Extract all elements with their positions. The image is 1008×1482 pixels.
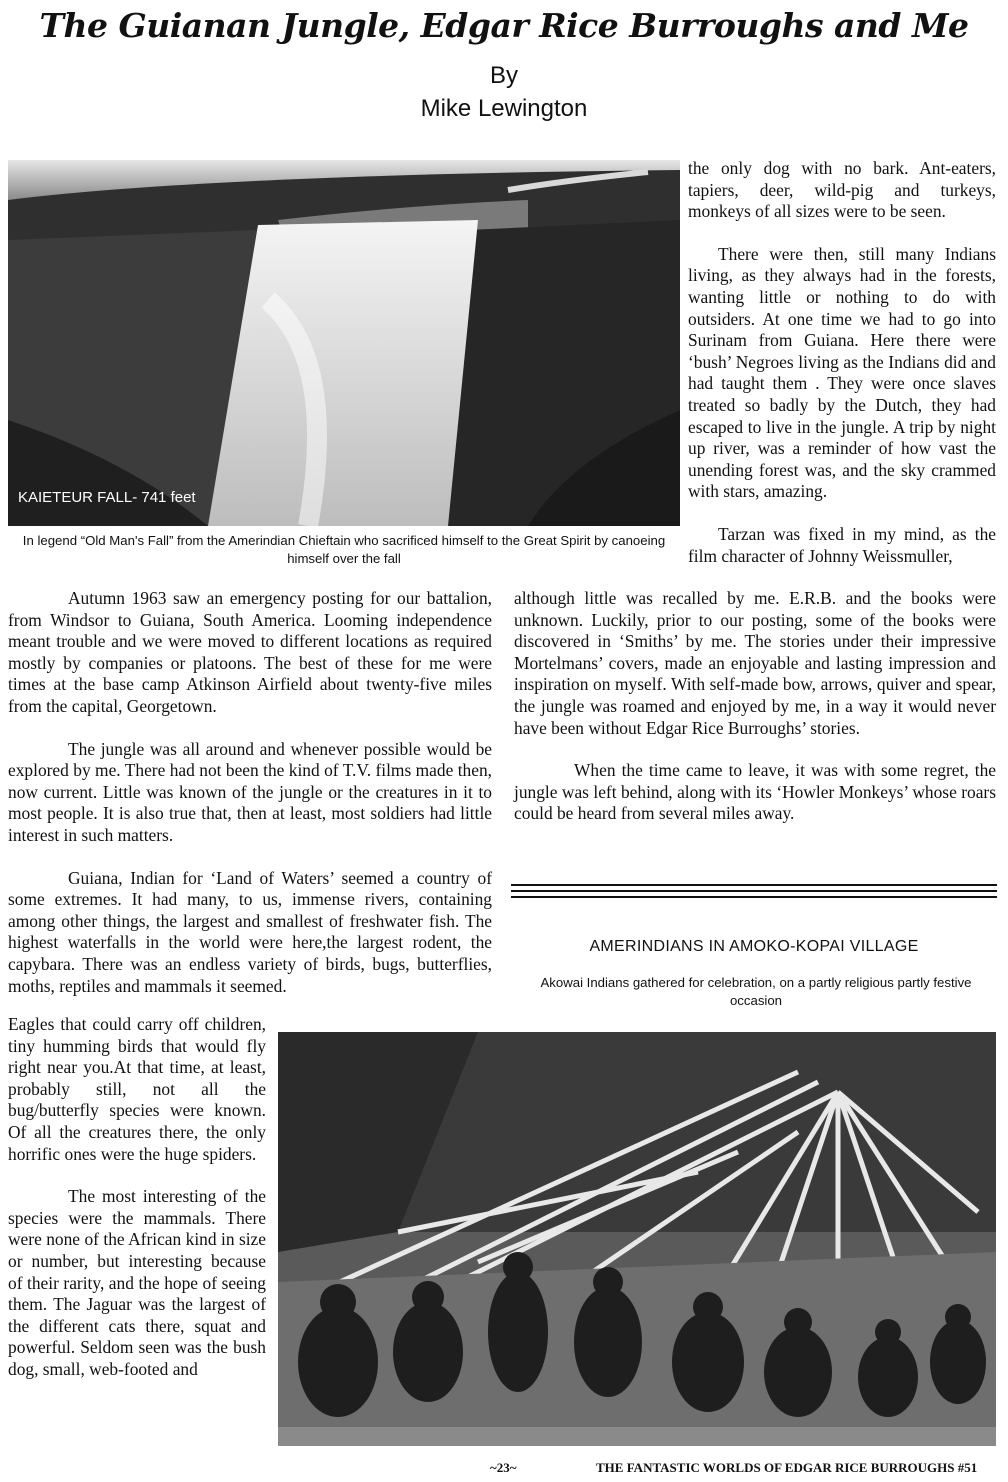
paragraph-dog: the only dog with no bark. Ant-eaters, tapiers, deer, wild-pig and turkeys, monkeys of all sizes were to be seen.: [688, 158, 996, 222]
right-column-top: [688, 158, 996, 567]
paragraph-guiana: Guiana, Indian for ‘Land of Waters’ seemed a country of some extremes. It had many, to us, immense rivers, containing among other things, the largest and smallest of freshwater fish. The highest waterfalls in the world were here,the largest rodent, the capybara. There was an endless variety of birds, bugs, butterflies, moths, reptiles and mammals it seemed.: [8, 867, 492, 996]
village-caption: Akowai Indians gathered for celebration, on a partly religious partly festive occasion: [540, 975, 972, 1008]
waterfall-photo: [8, 160, 680, 526]
paragraph-tarzan-start: Tarzan was fixed in my mind, as the film character of Johnny Weissmuller,: [688, 523, 996, 566]
right-column-middle: [514, 588, 996, 825]
left-column: [8, 588, 492, 997]
paragraph-leaving: When the time came to leave, it was with some regret, the jungle was left behind, along with its ‘Howler Monkeys’ whose roars could be heard from several miles away.: [514, 760, 996, 824]
divider-line: [511, 884, 997, 886]
article-title: The Guianan Jungle, Edgar Rice Burroughs and Me: [39, 6, 969, 45]
divider-line: [511, 896, 997, 898]
village-image: [278, 1032, 996, 1446]
byline: By: [489, 62, 518, 89]
paragraph-autumn: Autumn 1963 saw an emergency posting for our battalion, from Windsor to Guiana, South America. Looming independence meant trouble and we were moved to different locations as required mostly by companies or platoons. The best of these for me were times at the base camp Atkinson Airfield about twenty-five miles from the capital, Georgetown.: [8, 588, 492, 716]
narrow-column: [8, 1014, 266, 1381]
divider-line: [511, 890, 997, 892]
author-name: Mike Lewington: [420, 95, 588, 122]
paragraph-books: although little was recalled by me. E.R.B. and the books were unknown. Luckily, prior to our posting, some of the books were discovered in ‘Smiths’ by me. The stories under their impressive Mortelmans’ covers, made an enjoyable and lasting impression and inspiration on myself. With self-made bow, arrows, quiver and spear, the jungle was roamed and enjoyed by me, in a way it would never have been without Edgar Rice Burroughs’ stories.: [514, 588, 996, 738]
waterfall-image: [8, 160, 680, 526]
page-number: ~23~: [490, 1460, 517, 1475]
village-photo: [278, 1032, 996, 1446]
publication-name: THE FANTASTIC WORLDS OF EDGAR RICE BURROUGHS #51: [596, 1460, 978, 1475]
waterfall-label: KAIETEUR FALL- 741 feet: [18, 489, 196, 506]
section-heading: AMERINDIANS IN AMOKO-KOPAI VILLAGE: [589, 938, 919, 955]
paragraph-mammals: The most interesting of the species were the mammals. There were none of the African kind in size or number, but interesting because of their rarity, and the hope of seeing them. The Jaguar was the largest of the different cats there, squat and powerful. Seldom seen was the bush dog, small, web-footed and: [8, 1186, 266, 1379]
paragraph-indians: There were then, still many Indians living, as they always had in the forests, wanting little or nothing to do with outsiders. At one time we had to go into Surinam from Guiana. Here there were ‘bush’ Negroes living as the Indians did and had taught them . They were once slaves treated so badly by the Dutch, they had escaped to live in the jungle. A trip by night up river, was a reminder of how vast the unending forest was, and the sky crammed with stars, amazing.: [688, 243, 996, 502]
waterfall-caption: In legend “Old Man's Fall” from the Amerindian Chieftain who sacrificed himself to the Great Spirit by canoeing himself over the fall: [22, 533, 666, 566]
paragraph-jungle: The jungle was all around and whenever possible would be explored by me. There had not been the kind of T.V. films made then, now current. Little was known of the jungle or the creatures in it to most people. It is also true that, then at least, most soldiers had little interest in such matters.: [8, 738, 492, 845]
paragraph-eagles: Eagles that could carry off children, tiny humming birds that would fly right near you.At that time, at least, probably still, not all the bug/butterfly species were known. Of all the creatures there, the only horrific ones were the huge spiders.: [8, 1014, 266, 1164]
